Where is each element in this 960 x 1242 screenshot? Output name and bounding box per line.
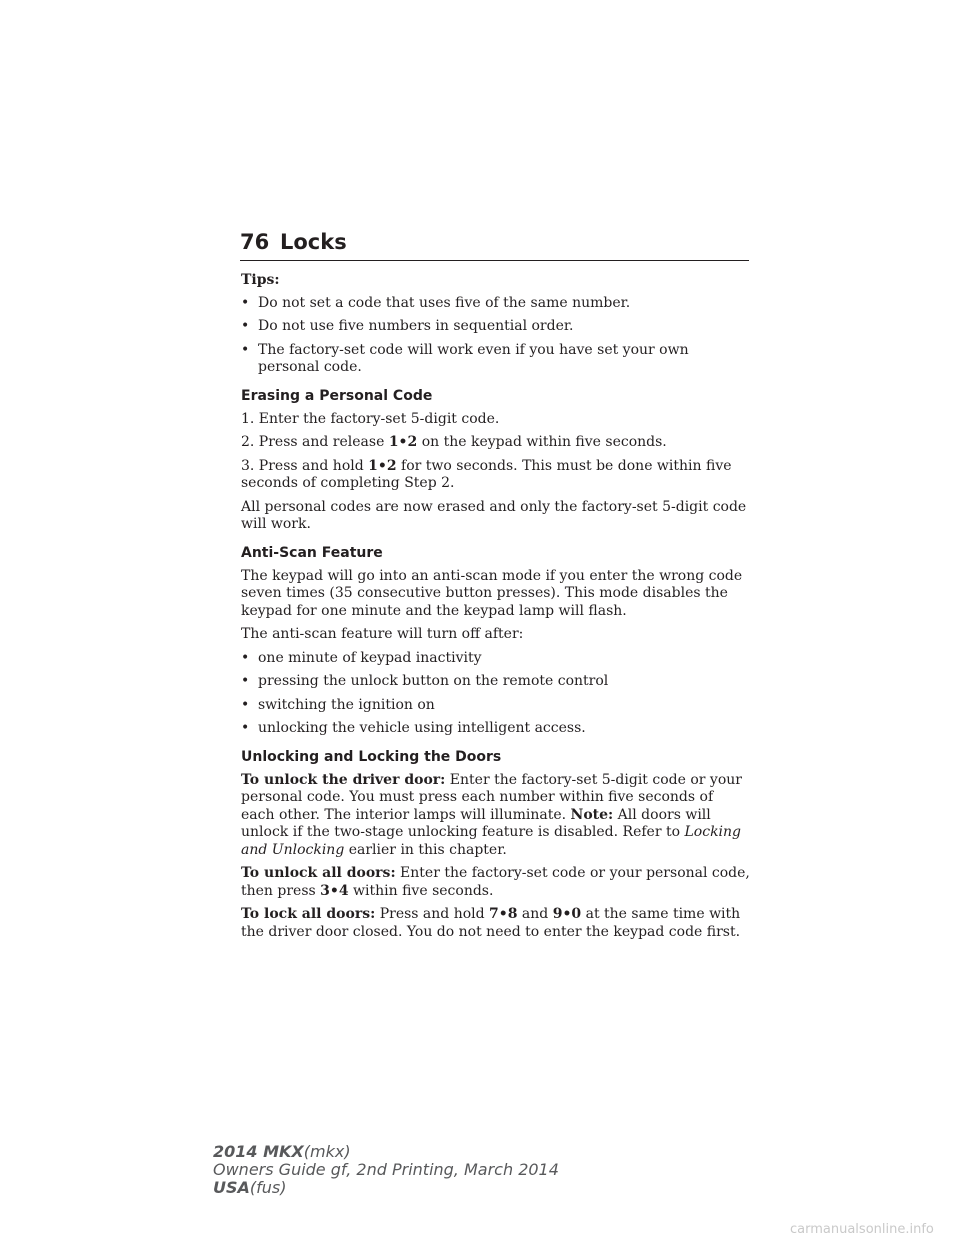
erasing-step-3: 3. Press and hold 1•2 for two seconds. This must be done within five seconds of completing Step 2.	[241, 457, 732, 491]
unlock-driver-door-paragraph: To unlock the driver door: Enter the factory-set 5-digit code or your personal code. You must press each number within five seconds of each other. The interior lamps will illuminate. Note: All doors will unlock if the two-stage unlocking feature is disabled. Refer to Locking and Unlocking earlier in this chapter.	[241, 771, 742, 858]
document-footer	[213, 1143, 559, 1197]
keypad-key: 1•2	[368, 457, 397, 474]
bullet-icon: •	[241, 696, 250, 713]
term-label: To unlock the driver door:	[241, 771, 446, 788]
unlock-all-doors-paragraph: To unlock all doors: Enter the factory-set code or your personal code, then press 3•4 within five seconds.	[241, 865, 750, 899]
footer-line-edition: Owners Guide gf, 2nd Printing, March 2014	[213, 1160, 559, 1179]
term-label: To lock all doors:	[241, 906, 376, 922]
page-header	[240, 228, 749, 261]
erasing-heading: Erasing a Personal Code	[241, 387, 433, 404]
bullet-icon: •	[241, 673, 250, 689]
keypad-key: 9•0	[552, 906, 582, 922]
bullet-icon: •	[241, 341, 250, 358]
section-title: Locks	[280, 230, 347, 254]
keypad-key: 1•2	[388, 434, 418, 450]
erasing-step-2: 2. Press and release 1•2 on the keypad within five seconds.	[241, 434, 667, 450]
anti-scan-heading: Anti-Scan Feature	[241, 544, 383, 561]
term-label: To unlock all doors:	[241, 865, 396, 881]
anti-scan-intro: The anti-scan feature will turn off after:	[241, 626, 524, 642]
lock-all-doors-paragraph: To lock all doors: Press and hold 7•8 and 9•0 at the same time with the driver door closed. You do not need to enter the keypad code first.	[241, 906, 741, 940]
footer-line-model: 2014 MKX(mkx)	[213, 1142, 351, 1161]
unlocking-heading: Unlocking and Locking the Doors	[241, 748, 502, 765]
list-item: • Do not use five numbers in sequential order.	[241, 318, 574, 334]
cross-reference: Locking and Unlocking	[241, 824, 742, 858]
note-label: Note:	[570, 806, 614, 823]
bullet-icon: •	[241, 649, 250, 666]
bullet-icon: •	[241, 720, 250, 736]
watermark: carmanualsonline.info	[790, 1222, 934, 1237]
list-item: • pressing the unlock button on the remote control	[241, 673, 609, 689]
list-item: • The factory-set code will work even if you have set your own personal code.	[241, 341, 689, 375]
list-item: • switching the ignition on	[241, 696, 435, 713]
anti-scan-body: The keypad will go into an anti-scan mode if you enter the wrong code seven times (35 consecutive button presses). This mode disables the keypad for one minute and the keypad lamp will flash.	[241, 567, 743, 619]
page-content	[241, 272, 751, 947]
keypad-key: 7•8	[489, 906, 518, 922]
tips-list	[241, 295, 751, 377]
tips-label: Tips:	[241, 272, 280, 288]
list-item: • one minute of keypad inactivity	[241, 649, 482, 666]
footer-line-market: USA(fus)	[213, 1178, 287, 1197]
anti-scan-list	[241, 650, 751, 738]
bullet-icon: •	[241, 318, 250, 334]
list-item: • Do not set a code that uses five of the same number.	[241, 294, 631, 311]
list-item: • unlocking the vehicle using intelligent access.	[241, 720, 586, 736]
erasing-note: All personal codes are now erased and only the factory-set 5-digit code will work.	[241, 498, 747, 532]
page-number: 76	[240, 230, 270, 254]
keypad-key: 3•4	[320, 882, 349, 899]
erasing-step-1: 1. Enter the factory-set 5-digit code.	[241, 410, 500, 427]
bullet-icon: •	[241, 294, 250, 311]
